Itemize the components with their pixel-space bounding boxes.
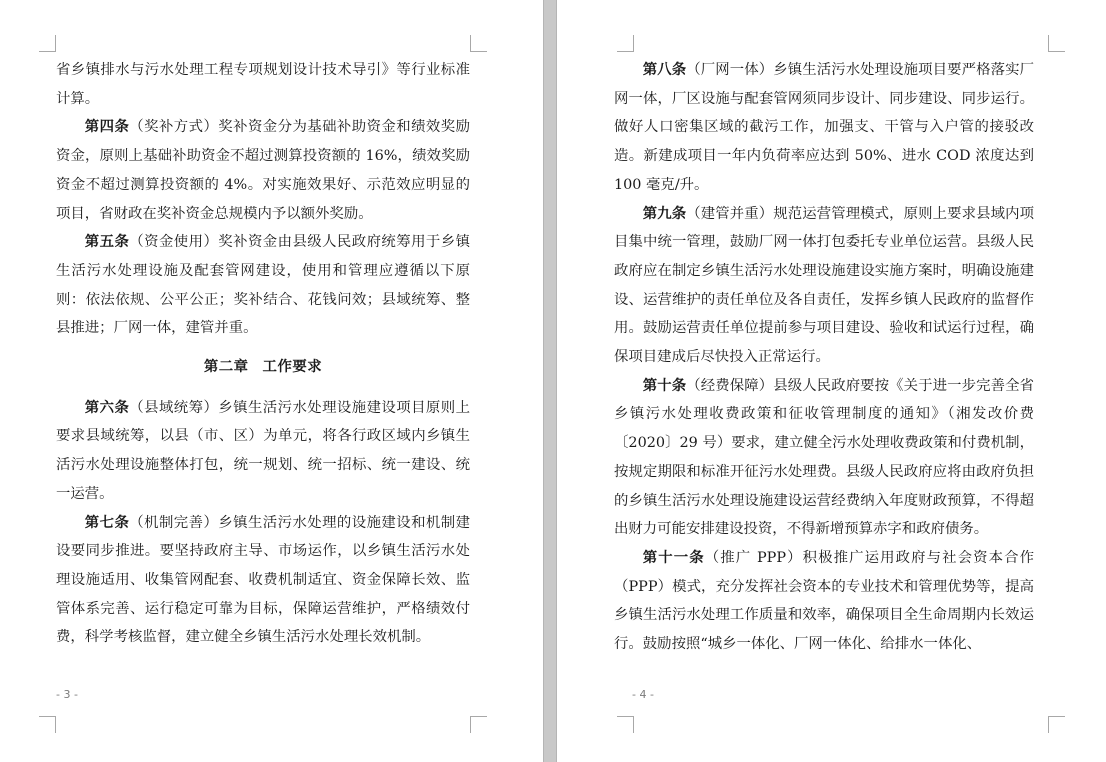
article-number: 第六条 — [84, 398, 130, 416]
article-number: 第十条 — [642, 376, 687, 394]
page-number: - 3 - — [56, 688, 78, 701]
paragraph-article-7[interactable] — [56, 509, 470, 653]
chapter-number: 第二章 — [203, 358, 249, 376]
page-number: - 4 - — [632, 688, 654, 701]
paragraph-text: （机制完善）乡镇生活污水处理的设施建设和机制建设要同步推进。要坚持政府主导、市场运作，以乡镇生活污水处理设施适用、收集管网配套、收费机制适宜、资金保障长效、监管体系完善、运行稳定可靠为目标，保障运营维护，严格绩效付费，科学考核监督，建立健全乡镇生活污水处理长效机制。 — [56, 514, 470, 646]
paragraph-text: （推广 PPP）积极推广运用政府与社会资本合作（PPP）模式，充分发挥社会资本的专业技术和管理优势等，提高乡镇生活污水处理工作质量和效率，确保项目全生命周期内长效运行。鼓励按照“城乡一体化、厂网一体化、给排水一体化、 — [614, 549, 1034, 653]
paragraph-article-4[interactable] — [56, 113, 470, 228]
paragraph-article-5[interactable] — [56, 228, 470, 343]
paragraph-article-10[interactable] — [614, 372, 1034, 544]
paragraph-text: （厂网一体）乡镇生活污水处理设施项目要严格落实厂网一体，厂区设施与配套管网须同步设计、同步建设、同步运行。做好人口密集区域的截污工作，加强支、干管与入户管的接驳改造。新建成项目一年内负荷率应达到 50%、进水 COD 浓度达到 100 毫克/升。 — [614, 62, 1034, 193]
page-gap-divider — [543, 0, 557, 762]
article-number: 第五条 — [84, 233, 130, 251]
page-body-text — [56, 56, 470, 652]
article-number: 第九条 — [642, 204, 687, 222]
article-number: 第八条 — [642, 61, 687, 78]
page-body-text — [614, 56, 1034, 659]
corner-mark-top-right — [470, 35, 487, 52]
paragraph-article-11[interactable] — [614, 544, 1034, 659]
corner-mark-top-left — [39, 35, 56, 52]
paragraph-article-6[interactable] — [56, 394, 470, 509]
paragraph-text: （经费保障）县级人民政府要按《关于进一步完善全省乡镇污水处理收费政策和征收管理制度的通知》（湘发改价费〔2020〕29 号）要求，建立健全污水处理收费政策和付费机制，按规定期限和标准开征污水处理费。县级人民政府应将由政府负担的乡镇生活污水处理设施建设运营经费纳入年度财政预算，不得超出财力可能安排建设投资，不得新增预算赤字和政府债务。 — [614, 377, 1034, 538]
article-number: 第七条 — [84, 513, 130, 531]
paragraph-text: （资金使用）奖补资金由县级人民政府统筹用于乡镇生活污水处理设施及配套管网建设，使用和管理应遵循以下原则：依法依规、公平公正；奖补结合、花钱问效；县域统筹、整县推进；厂网一体，建管并重。 — [56, 234, 470, 337]
article-number: 第十一条 — [642, 548, 705, 566]
document-page-right — [557, 0, 1106, 762]
paragraph-article-8[interactable] — [614, 56, 1034, 200]
corner-mark-bottom-right — [1048, 716, 1065, 733]
corner-mark-bottom-left — [617, 716, 634, 733]
paragraph[interactable] — [56, 56, 470, 113]
article-number: 第四条 — [84, 118, 130, 136]
chapter-heading — [56, 343, 470, 394]
paragraph-article-9[interactable] — [614, 200, 1034, 372]
paragraph-text: （建管并重）规范运营管理模式，原则上要求县域内项目集中统一管理，鼓励厂网一体打包委托专业单位运营。县级人民政府应在制定乡镇生活污水处理设施建设实施方案时，明确设施建设、运营维护的责任单位及各自责任，发挥乡镇人民政府的监督作用。鼓励运营责任单位提前参与项目建设、验收和试运行过程，确保项目建成后尽快投入正常运行。 — [614, 205, 1034, 366]
corner-mark-bottom-right — [470, 716, 487, 733]
corner-mark-top-left — [617, 35, 634, 52]
paragraph-text: （县域统筹）乡镇生活污水处理设施建设项目原则上要求县域统筹，以县（市、区）为单元，将各行政区域内乡镇生活污水处理设施整体打包，统一规划、统一招标、统一建设、统一运营。 — [56, 399, 470, 502]
paragraph-text: （奖补方式）奖补资金分为基础补助资金和绩效奖励资金，原则上基础补助资金不超过测算投资额的 16%，绩效奖励资金不超过测算投资额的 4%。对实施效果好、示范效应明显的项目，省财政在奖补资金总规模内予以额外奖励。 — [56, 119, 470, 222]
chapter-title: 工作要求 — [262, 358, 323, 376]
paragraph-text: 省乡镇排水与污水处理工程专项规划设计技术导引》等行业标准计算。 — [56, 62, 470, 107]
document-page-left — [0, 0, 543, 762]
corner-mark-bottom-left — [39, 716, 56, 733]
corner-mark-top-right — [1048, 35, 1065, 52]
